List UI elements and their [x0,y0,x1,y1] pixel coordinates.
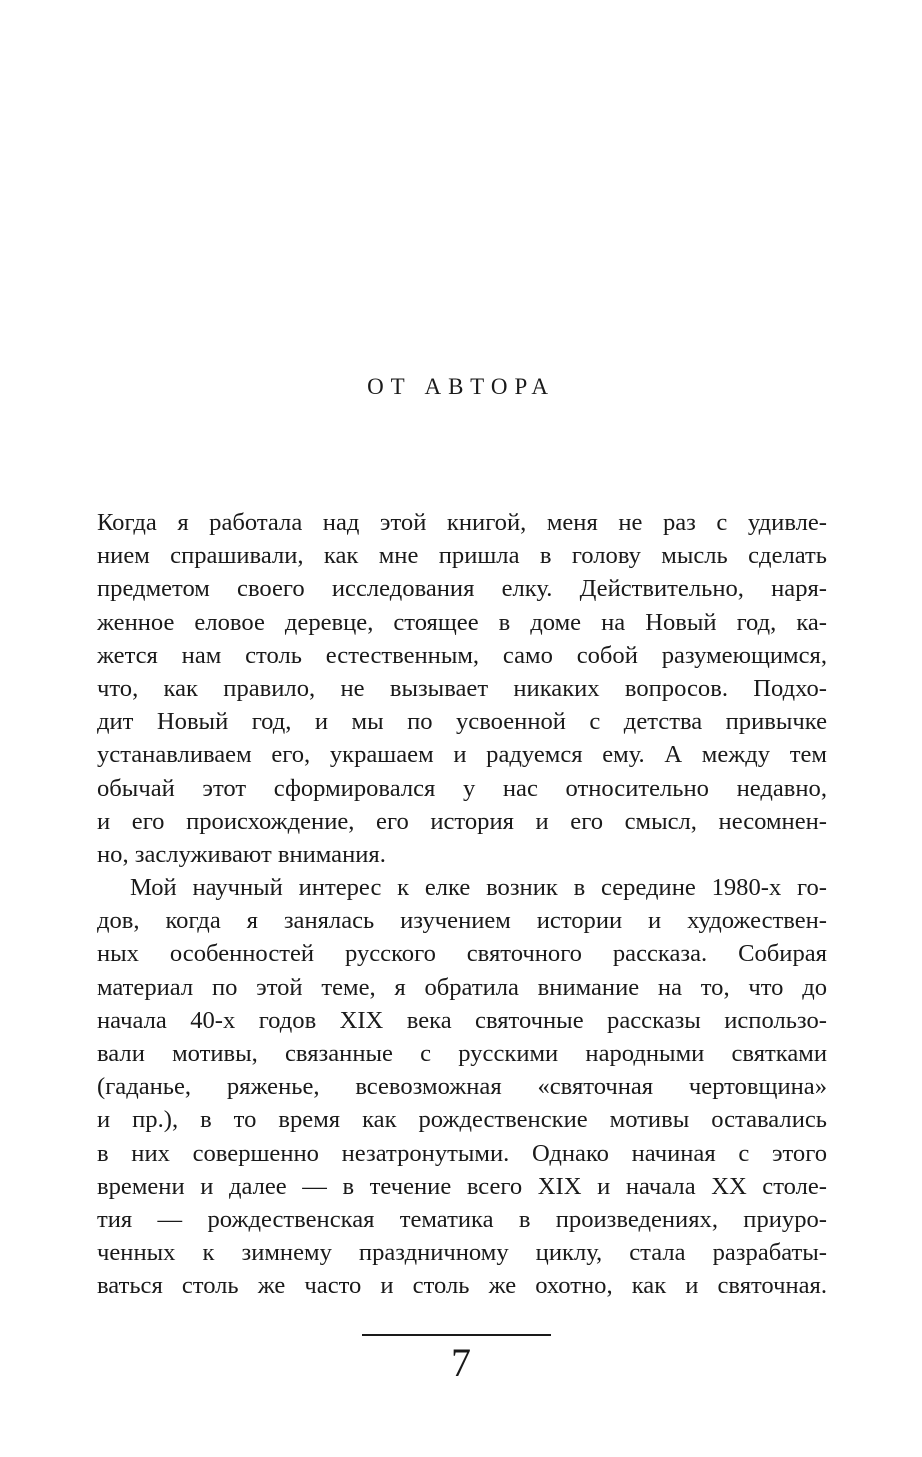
text-line: тия — рождественская тематика в произведениях, приуро- [97,1205,827,1233]
text-line: дов, когда я занялась изучением истории и художествен- [97,907,827,935]
footer-rule [362,1334,551,1336]
text-line: материал по этой теме, я обратила внимание на то, что до [97,973,827,1001]
page-number: 7 [451,1340,471,1385]
text-line: Мой научный интерес к елке возник в середине 1980-х го- [130,874,827,902]
text-line: вали мотивы, связанные с русскими народными святками [97,1040,827,1067]
text-line: ваться столь же часто и столь же охотно, как и святочная. [97,1272,827,1300]
text-line: Когда я работала над этой книгой, меня не раз с удивле- [97,509,827,536]
text-line: но, заслуживают внимания. [97,840,386,868]
text-line: ных особенностей русского святочного рассказа. Собирая [97,940,827,968]
text-line: и его происхождение, его история и его смысл, несомнен- [97,807,827,835]
text-line: что, как правило, не вызывает никаких вопросов. Подхо- [97,674,827,702]
body-text [97,506,827,1303]
text-line: жется нам столь естественным, само собой разумеющимся, [97,641,827,669]
text-line: ченных к зимнему праздничному циклу, стала разрабаты- [97,1239,827,1267]
text-line: дит Новый год, и мы по усвоенной с детства привычке [97,708,827,736]
text-line: женное еловое деревце, стоящее в доме на Новый год, ка- [97,608,827,636]
text-line: времени и далее — в течение всего XIX и начала XX столе- [97,1172,827,1200]
text-line: обычай этот сформировался у нас относительно недавно, [97,774,827,802]
text-line: и пр.), в то время как рождественские мотивы оставались [97,1106,827,1134]
text-line: в них совершенно незатронутыми. Однако начиная с этого [97,1139,827,1167]
text-line: (гаданье, ряженье, всевозможная «святочная чертовщина» [97,1073,827,1101]
text-line: предметом своего исследования елку. Действительно, наря- [97,575,827,603]
text-line: устанавливаем его, украшаем и радуемся ему. А между тем [97,741,827,769]
text-line: начала 40-х годов XIX века святочные рассказы использо- [97,1006,827,1034]
text-line: нием спрашивали, как мне пришла в голову мысль сделать [97,542,827,570]
chapter-heading: ОТ АВТОРА [367,374,555,399]
